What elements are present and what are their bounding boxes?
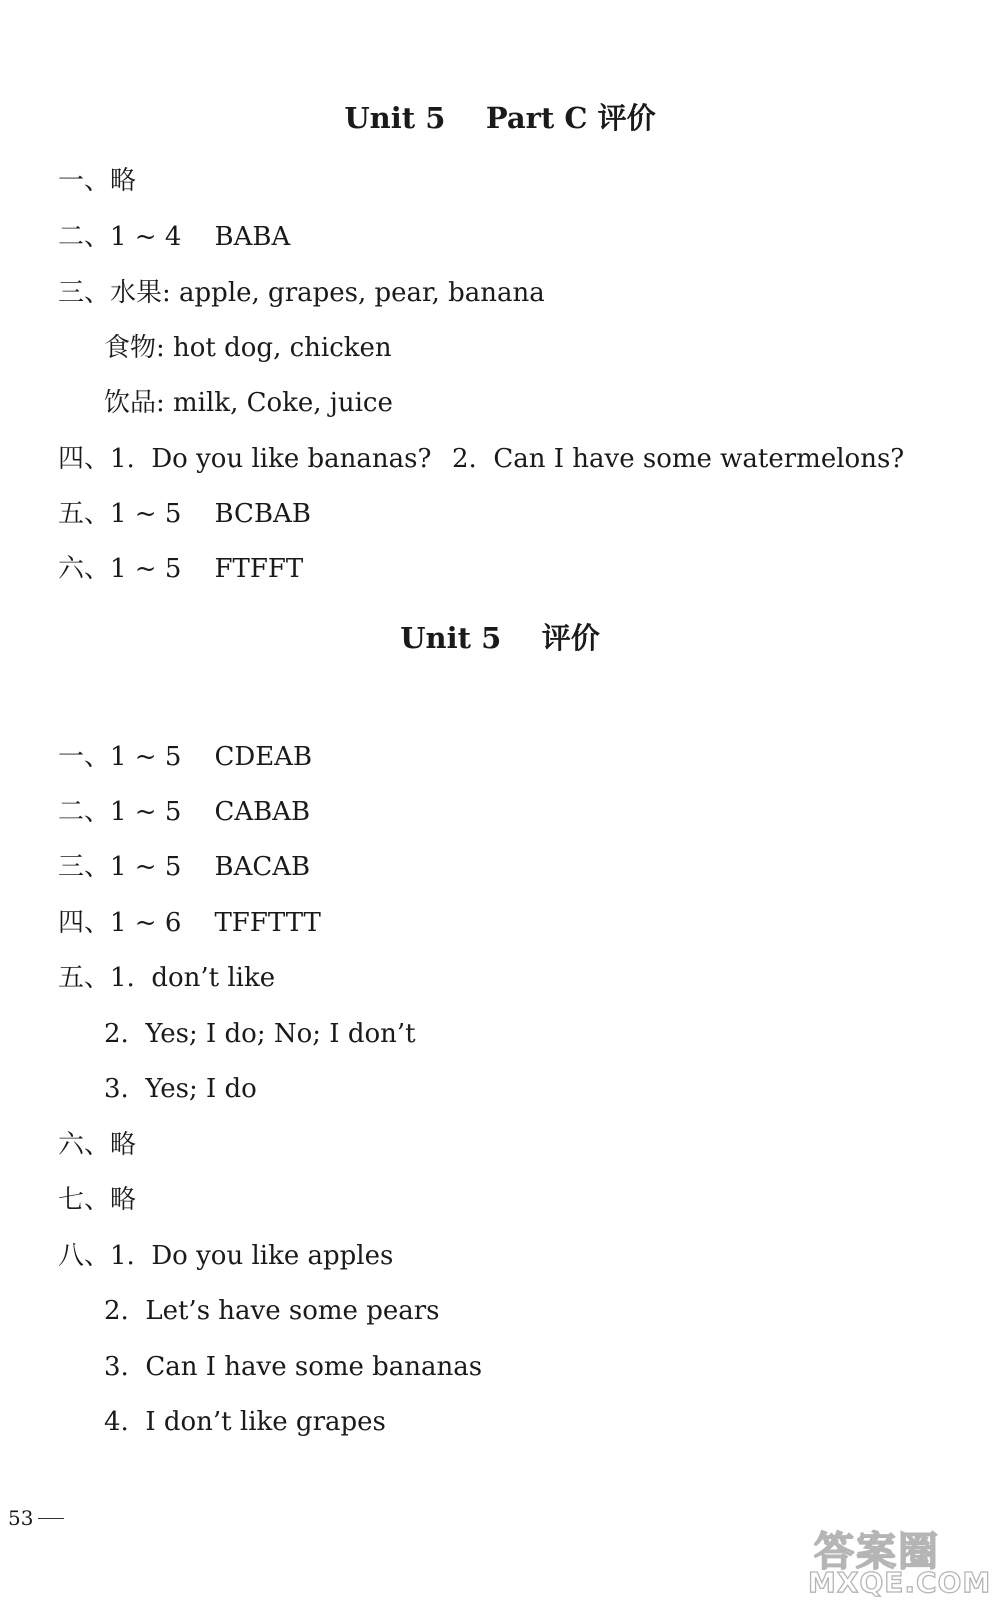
- watermark-url: MXQE.COM: [808, 1566, 992, 1599]
- answer-line: 一、略: [58, 166, 137, 196]
- answer-line: 食物: hot dog, chicken: [104, 333, 392, 363]
- answer-line: 3. Yes; I do: [104, 1074, 257, 1104]
- answer-line: 2. Can I have some watermelons?: [452, 444, 905, 474]
- answer-line: 四、1 ~ 6 TFFTTT: [58, 908, 321, 938]
- answer-line: 4. I don’t like grapes: [104, 1407, 386, 1437]
- section-title-part-c: Unit 5 Part C 评价: [344, 101, 656, 135]
- page-number-dash: [38, 1518, 64, 1519]
- watermark-text: 答案圈: [814, 1529, 940, 1575]
- answer-line: 六、略: [58, 1130, 137, 1160]
- answer-line: 饮品: milk, Coke, juice: [104, 388, 393, 418]
- answer-line: 三、1 ~ 5 BACAB: [58, 852, 311, 882]
- answer-line: 一、1 ~ 5 CDEAB: [58, 742, 313, 772]
- answer-line: 五、1 ~ 5 BCBAB: [58, 499, 311, 529]
- answer-line: 五、1. don’t like: [58, 963, 276, 993]
- answer-line: 二、1 ~ 4 BABA: [58, 222, 291, 252]
- answer-line: 二、1 ~ 5 CABAB: [58, 797, 311, 827]
- watermark-logo: [808, 1520, 992, 1600]
- answer-line: 3. Can I have some bananas: [104, 1352, 483, 1382]
- answer-line: 八、1. Do you like apples: [58, 1241, 394, 1271]
- page-number: 53: [8, 1506, 34, 1530]
- answer-line: 四、1. Do you like bananas?: [58, 444, 432, 474]
- answer-line: 六、1 ~ 5 FTFFT: [58, 554, 304, 584]
- answer-line: 2. Let’s have some pears: [104, 1296, 440, 1326]
- section-title-unit-review: Unit 5 评价: [400, 621, 600, 655]
- answer-line: 2. Yes; I do; No; I don’t: [104, 1019, 416, 1049]
- answer-line: 七、略: [58, 1185, 137, 1215]
- answer-line: 三、水果: apple, grapes, pear, banana: [58, 278, 545, 308]
